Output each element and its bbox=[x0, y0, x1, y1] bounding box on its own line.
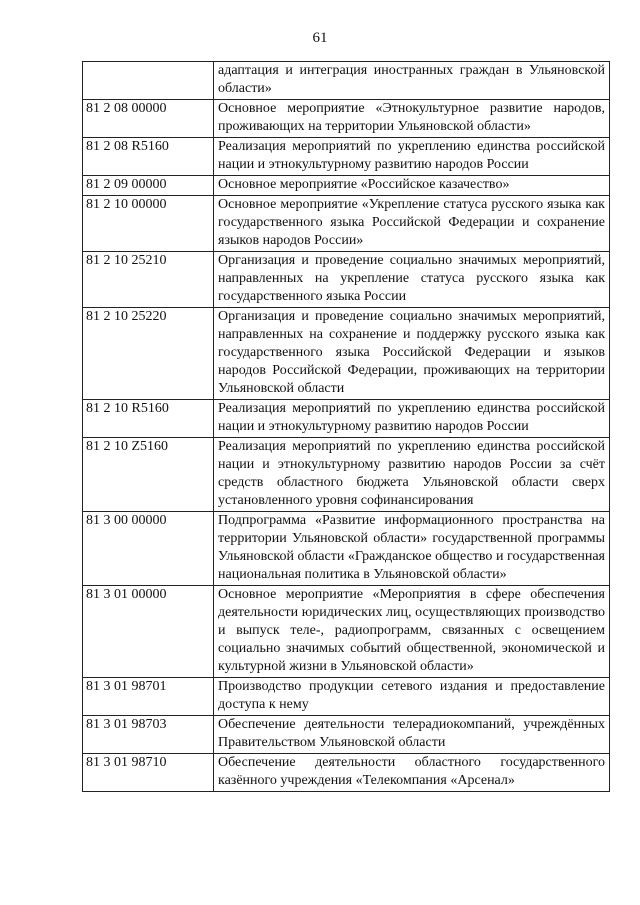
row-description: Основное мероприятие «Укрепление статуса русского языка как государственного языка Российской Федерации и сохранение языков народов России» bbox=[214, 196, 610, 252]
row-code: 81 3 00 00000 bbox=[83, 512, 214, 586]
table-row bbox=[83, 100, 610, 138]
table-row bbox=[83, 62, 610, 100]
table-row bbox=[83, 512, 610, 586]
row-code: 81 2 09 00000 bbox=[83, 176, 214, 196]
table-row bbox=[83, 176, 610, 196]
table-row bbox=[83, 196, 610, 252]
row-description: Производство продукции сетевого издания и предоставление доступа к нему bbox=[214, 678, 610, 716]
page-number: 61 bbox=[312, 30, 328, 46]
row-code: 81 2 08 00000 bbox=[83, 100, 214, 138]
table-row bbox=[83, 754, 610, 792]
row-code: 81 3 01 98703 bbox=[83, 716, 214, 754]
table-row bbox=[83, 400, 610, 438]
row-code: 81 3 01 98710 bbox=[83, 754, 214, 792]
row-description: Обеспечение деятельности областного государственного казённого учреждения «Телекомпания «Арсенал» bbox=[214, 754, 610, 792]
table-row bbox=[83, 438, 610, 512]
table-row bbox=[83, 252, 610, 308]
row-code: 81 2 10 25220 bbox=[83, 308, 214, 400]
row-description: адаптация и интеграция иностранных граждан в Ульяновской области» bbox=[214, 62, 610, 100]
row-code: 81 3 01 98701 bbox=[83, 678, 214, 716]
row-code: 81 2 08 R5160 bbox=[83, 138, 214, 176]
row-code: 81 2 10 R5160 bbox=[83, 400, 214, 438]
table-row bbox=[83, 586, 610, 678]
row-description: Обеспечение деятельности телерадиокомпаний, учреждённых Правительством Ульяновской области bbox=[214, 716, 610, 754]
row-code: 81 2 10 00000 bbox=[83, 196, 214, 252]
row-description: Основное мероприятие «Российское казачество» bbox=[214, 176, 610, 196]
row-description: Подпрограмма «Развитие информационного пространства на территории Ульяновской области» государственной программы Ульяновской области «Гражданское общество и государственная национальная политика в Ульяновской области» bbox=[214, 512, 610, 586]
table-row bbox=[83, 308, 610, 400]
row-code: 81 2 10 Z5160 bbox=[83, 438, 214, 512]
row-description: Организация и проведение социально значимых мероприятий, направленных на сохранение и поддержку русского языка как государственного языка Российской Федерации и языков народов Российской Федерации, проживающих на территории Ульяновской области bbox=[214, 308, 610, 400]
budget-code-table bbox=[82, 61, 610, 792]
row-description: Реализация мероприятий по укреплению единства российской нации и этнокультурному развитию народов России bbox=[214, 138, 610, 176]
row-description: Основное мероприятие «Этнокультурное развитие народов, проживающих на территории Ульяновской области» bbox=[214, 100, 610, 138]
table-row bbox=[83, 716, 610, 754]
row-description: Основное мероприятие «Мероприятия в сфере обеспечения деятельности юридических лиц, осуществляющих производство и выпуск теле-, радиопрограмм, связанных с освещением социально значимых событий общественной, экономической и культурной жизни в Ульяновской области» bbox=[214, 586, 610, 678]
row-code bbox=[83, 62, 214, 100]
row-description: Реализация мероприятий по укреплению единства российской нации и этнокультурному развитию народов России bbox=[214, 400, 610, 438]
table-row bbox=[83, 138, 610, 176]
row-code: 81 2 10 25210 bbox=[83, 252, 214, 308]
row-description: Организация и проведение социально значимых мероприятий, направленных на укрепление статуса русского языка как государственного языка России bbox=[214, 252, 610, 308]
table-row bbox=[83, 678, 610, 716]
row-code: 81 3 01 00000 bbox=[83, 586, 214, 678]
row-description: Реализация мероприятий по укреплению единства российской нации и этнокультурному развитию народов России за счёт средств областного бюджета Ульяновской области сверх установленного уровня софинансирования bbox=[214, 438, 610, 512]
